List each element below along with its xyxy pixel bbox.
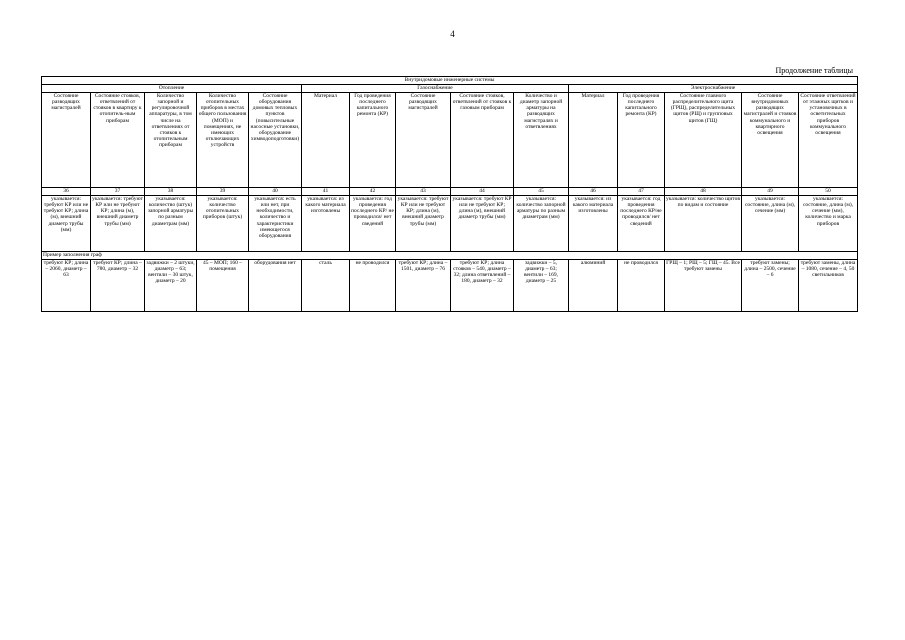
column-description: указывается: год проведения последнего КР/ не проводился/ нет сведений (350, 196, 396, 252)
column-header: Материал (569, 93, 618, 188)
column-description: указывается: из какого материала изготовлены (302, 196, 350, 252)
group-electric: Электроснабжение (569, 85, 858, 93)
column-header: Состояние разводящих магистралей (42, 93, 91, 188)
column-header: Состояние внутридомовых разводящих магистралей и стояков коммунального и квартирного освещения (742, 93, 799, 188)
example-cell: не проводился (350, 260, 396, 312)
column-number: 47 (618, 188, 665, 196)
column-header: Количество и диаметр запорной арматуры на разводящих магистралях и ответвлениях (514, 93, 569, 188)
column-header: Год проведения последнего капитального ремонта (КР) (618, 93, 665, 188)
column-number: 49 (742, 188, 799, 196)
column-description: указывается: количество щитов по видам и состояние (665, 196, 742, 252)
column-description: указывается: из какого материала изготовлены (569, 196, 618, 252)
column-description: указывается: состояние, длина (м), сечение (мм), количество и марка приборов (799, 196, 858, 252)
engineering-systems-table (41, 76, 858, 312)
column-header: Состояние оборудования домовых тепловых пунктов (повысительные насосные установки, оборудование химводоподготовки) (249, 93, 302, 188)
example-cell: задвижки – 2 штуки, диаметр – 63; вентили – 30 штук, диаметр – 20 (145, 260, 197, 312)
column-header: Количество отопительных приборов в местах общего пользования (МОП) и помещениях, не имеющих отключающих устройств (197, 93, 249, 188)
example-cell: 45 – МОП; 160 – помещения (197, 260, 249, 312)
column-header: Состояние главного распределительного щита (ГРЩ), распределительных щитов (РЩ) и групповых щитов (ГЩ) (665, 93, 742, 188)
column-header: Состояние ответвлений от этажных щитков и установочных в осветительных приборов коммунального освещения (799, 93, 858, 188)
example-cell: требуют КР; длина – 2060, диаметр – 63 (42, 260, 91, 312)
column-number: 39 (197, 188, 249, 196)
column-header: Состояние стояков, ответвлений от стояков к газовым приборам (451, 93, 514, 188)
column-number: 40 (249, 188, 302, 196)
column-header: Количество запорной и регулировочной аппаратуры, в том числе на ответвлениях от стояков к отопительным приборам (145, 93, 197, 188)
example-cell: алюминий (569, 260, 618, 312)
column-description: указывается: требуют КР или не требуют КР; длина (м), внешний диаметр трубы (мм) (91, 196, 145, 252)
column-header: Состояние разводящих магистралей (396, 93, 451, 188)
example-cell: сталь (302, 260, 350, 312)
column-description: указывается: требуют КР или не требуют КР; длина (м), внешний диаметр трубы (мм) (396, 196, 451, 252)
column-description: указывается: состояние, длина (м), сечение (мм) (742, 196, 799, 252)
column-header: Материал (302, 93, 350, 188)
column-description: указывается: количество отопительных приборов (штук) (197, 196, 249, 252)
column-number: 36 (42, 188, 91, 196)
example-label: Пример заполнения граф (42, 252, 858, 260)
column-description: указывается: год проведения последнего КР/не проводился/ нет сведений (618, 196, 665, 252)
column-number: 44 (451, 188, 514, 196)
column-number: 42 (350, 188, 396, 196)
example-cell: требуют КР; длина – 1501, диаметр – 76 (396, 260, 451, 312)
column-description: указывается: требуют КР или не требуют КР; длина (м), внешний диаметр трубы (мм) (451, 196, 514, 252)
column-number: 45 (514, 188, 569, 196)
column-description: указывается: количество (штук) запорной арматуры по разным диаметрам (мм) (145, 196, 197, 252)
example-cell: не проводился (618, 260, 665, 312)
column-header: Год проведения последнего капитального ремонта (КР) (350, 93, 396, 188)
column-number: 43 (396, 188, 451, 196)
page-number: 4 (450, 29, 455, 39)
group-heating: Отопление (42, 85, 302, 93)
column-number: 37 (91, 188, 145, 196)
example-cell: ГРЩ – 1; РЩ – 5; ГЩ – 45. Все требуют замены (665, 260, 742, 312)
column-header: Состояние стояков, ответвлений от стояков в квартиру к отопитель-ным приборам (91, 93, 145, 188)
example-cell: задвижки – 5, диаметр – 63; вентили – 169, диаметр – 25 (514, 260, 569, 312)
column-number: 48 (665, 188, 742, 196)
example-cell: требуют КР; длина – 780, диаметр – 32 (91, 260, 145, 312)
column-number: 41 (302, 188, 350, 196)
example-cell: требуют замены; длина – 2500, сечение – 6 (742, 260, 799, 312)
column-number: 46 (569, 188, 618, 196)
column-description: указывается: требуют КР или не требуют КР; длина (м), внешний диаметр трубы (мм) (42, 196, 91, 252)
example-cell: требуют замены, длина – 1080, сечение – 4, 50 светильников (799, 260, 858, 312)
column-number: 38 (145, 188, 197, 196)
column-description: указывается: количество запорной арматуры по разным диаметрам (мм) (514, 196, 569, 252)
example-cell: оборудования нет (249, 260, 302, 312)
example-cell: требуют КР; длина стояков – 540, диаметр – 32; длина ответвлений – 180, диаметр – 32 (451, 260, 514, 312)
group-gas: Газоснабжение (302, 85, 569, 93)
column-number: 50 (799, 188, 858, 196)
continuation-label: Продолжение таблицы (775, 66, 853, 75)
column-description: указывается: есть или нет, при необходимости, количество и характеристики имеющегося оборудования (249, 196, 302, 252)
table-title: Внутридомовые инженерные системы (42, 77, 858, 85)
